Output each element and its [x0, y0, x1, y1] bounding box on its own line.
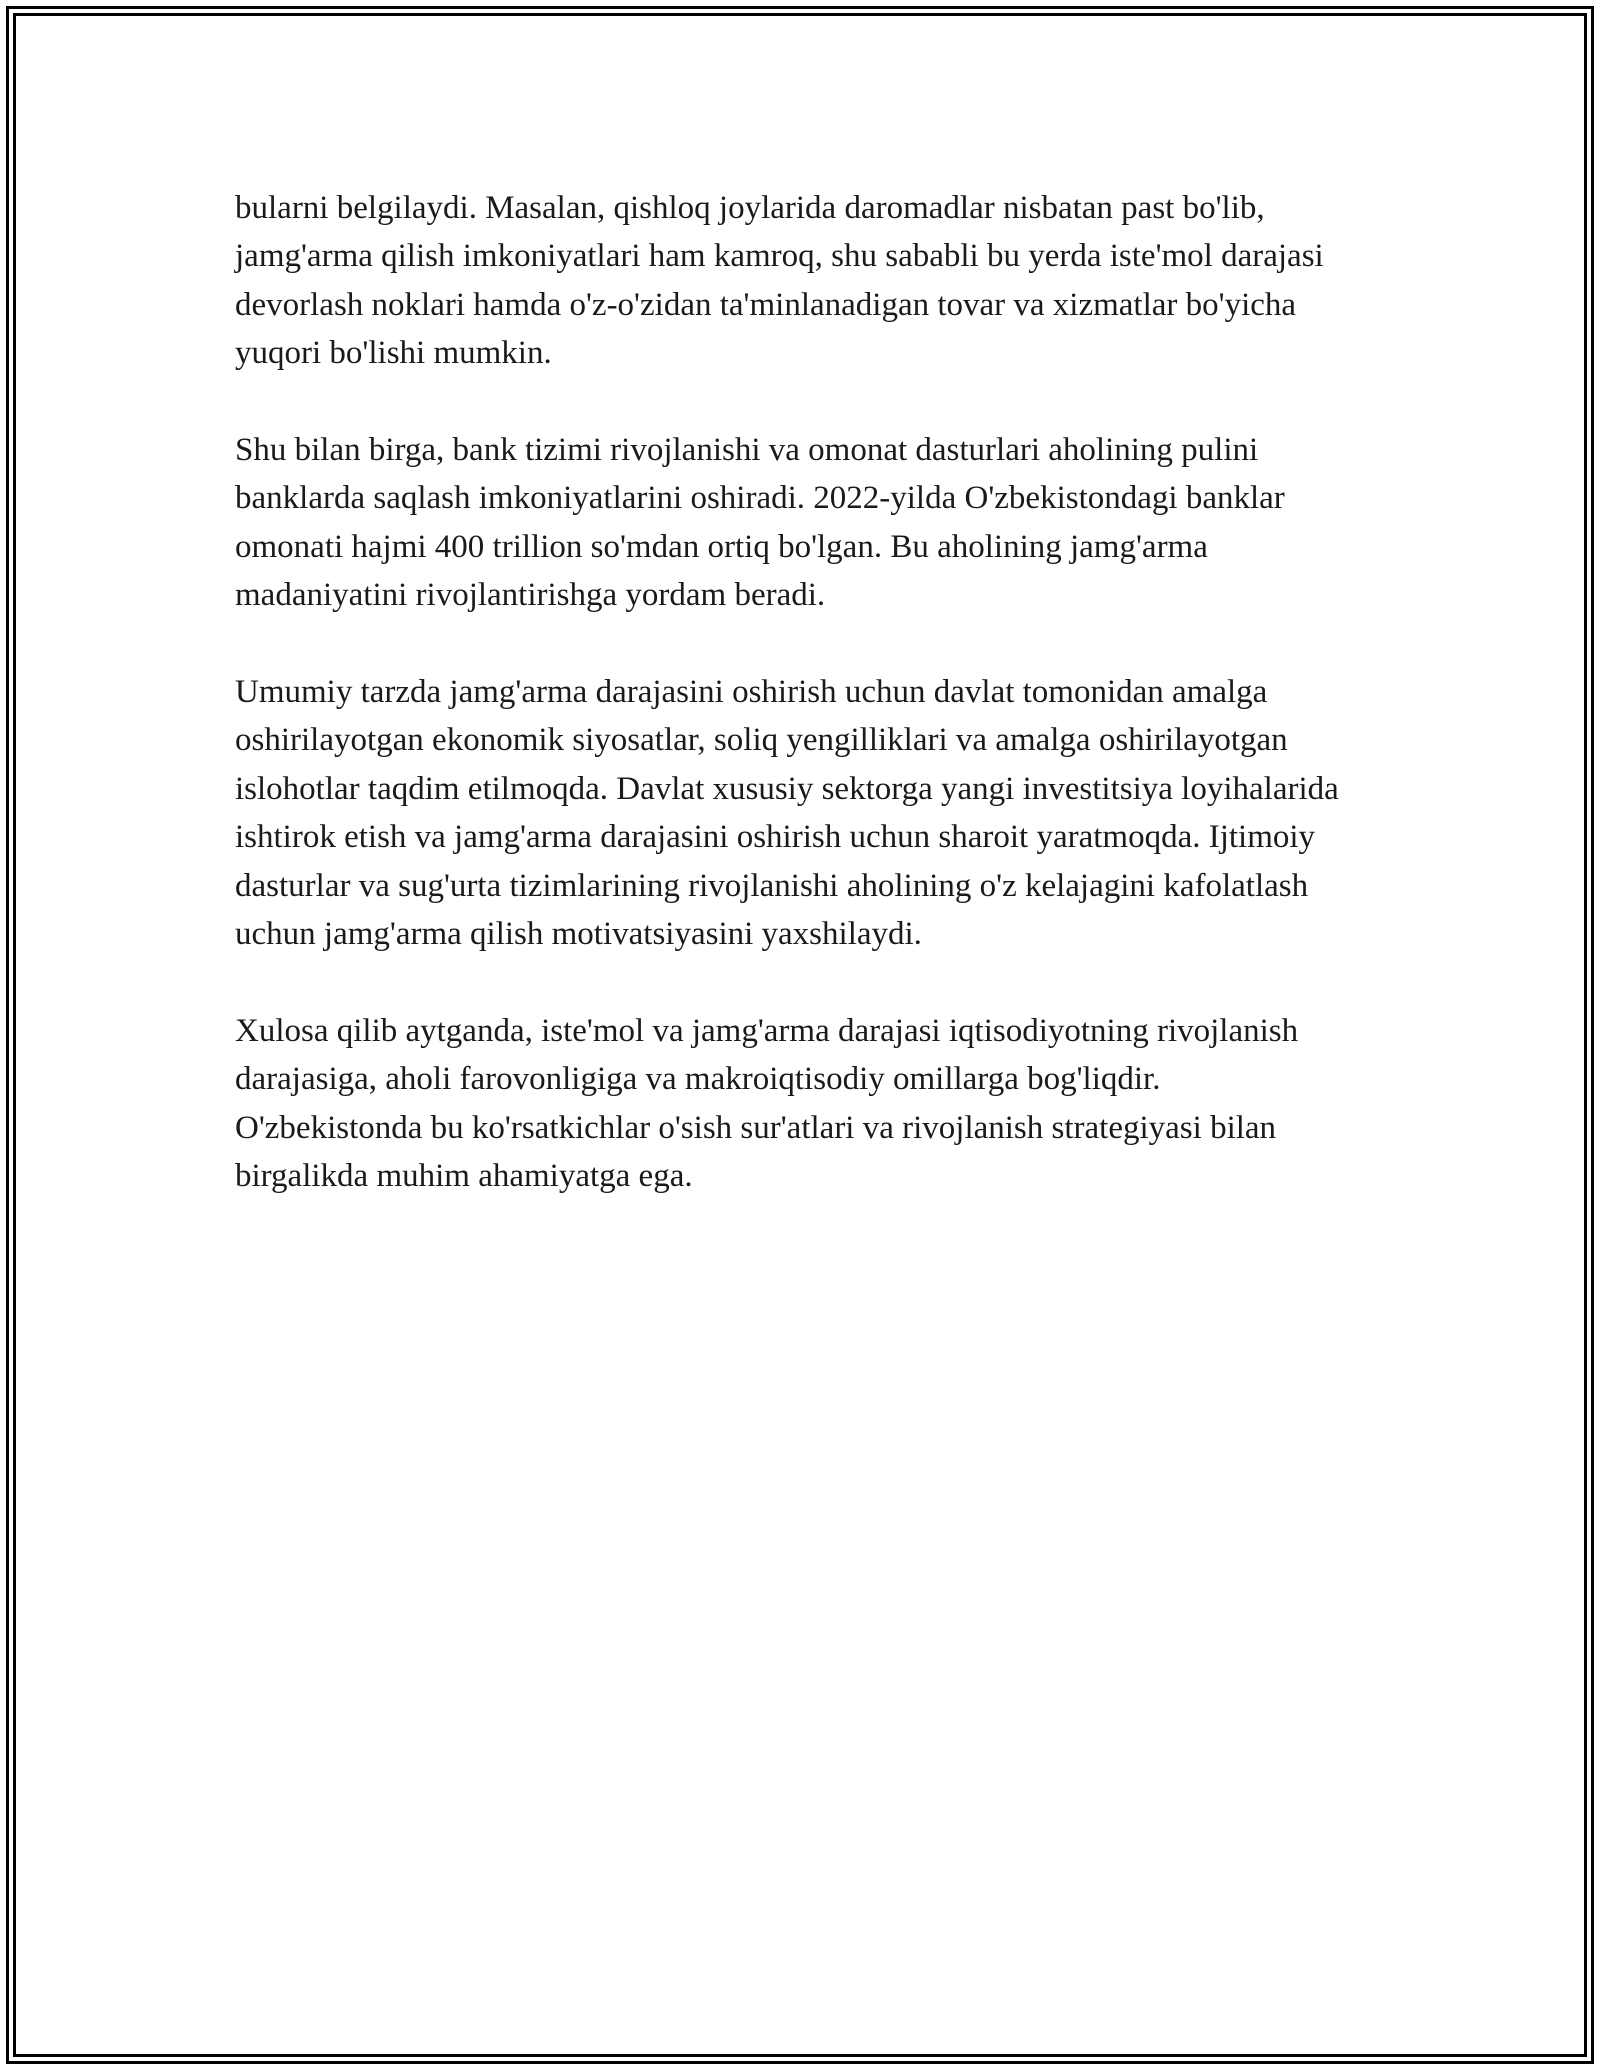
document-body [235, 184, 1355, 1249]
paragraph-savings-policy: Umumiy tarzda jamg'arma darajasini oshirish uchun davlat tomonidan amalga oshirilayotgan ekonomik siyosatlar, soliq yengilliklari va amalga oshirilayotgan islohotlar taqdim etilmoqda. Davlat xususiy sektorga yangi investitsiya loyihalarida ishtirok etish va jamg'arma darajasini oshirish uchun sharoit yaratmoqda. Ijtimoiy dasturlar va sug'urta tizimlarining rivojlanishi aholining o'z kelajagini kafolatlash uchun jamg'arma qilish motivatsiyasini yaxshilaydi. [235, 674, 1339, 953]
paragraph-bank-deposits: Shu bilan birga, bank tizimi rivojlanishi va omonat dasturlari aholining pulini banklarda saqlash imkoniyatlarini oshiradi. 2022-yilda O'zbekistondagi banklar omonati hajmi 400 trillion so'mdan ortiq bo'lgan. Bu aholining jamg'arma madaniyatini rivojlantirishga yordam beradi. [235, 432, 1285, 614]
paragraph-household-consumption: bularni belgilaydi. Masalan, qishloq joylarida daromadlar nisbatan past bo'lib, jamg'arma qilish imkoniyatlari ham kamroq, shu sababli bu yerda iste'mol darajasi devorlash noklari hamda o'z-o'zidan ta'minlanadigan tovar va xizmatlar bo'yicha yuqori bo'lishi mumkin. [235, 190, 1324, 372]
paragraph-conclusion: Xulosa qilib aytganda, iste'mol va jamg'arma darajasi iqtisodiyotning rivojlanish darajasiga, aholi farovonligiga va makroiqtisodiy omillarga bog'liqdir. O'zbekistonda bu ko'rsatkichlar o'sish sur'atlari va rivojlanish strategiyasi bilan birgalikda muhim ahamiyatga ega. [235, 1012, 1299, 1195]
